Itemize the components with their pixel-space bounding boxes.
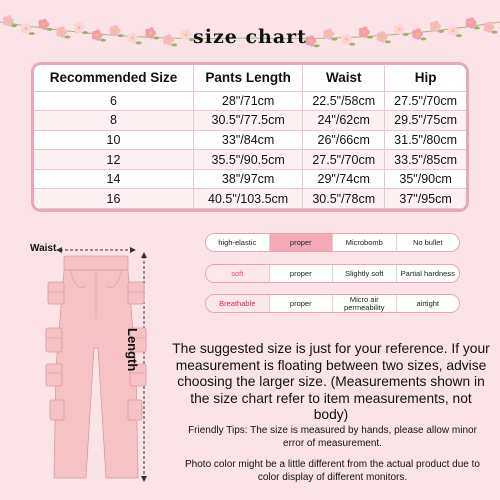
table-cell: 24"/62cm bbox=[303, 111, 385, 131]
waist-label: Waist bbox=[30, 243, 57, 254]
table-cell: 8 bbox=[34, 111, 193, 131]
feature-cell: proper bbox=[269, 265, 333, 282]
table-cell: 27.5"/70cm bbox=[303, 150, 385, 170]
table-cell: 35.5"/90.5cm bbox=[193, 150, 302, 170]
feature-row-breathability bbox=[205, 294, 460, 313]
feature-cell: soft bbox=[206, 265, 269, 282]
feature-cell: high-elastic bbox=[218, 237, 257, 247]
page-title: size chart bbox=[193, 26, 307, 48]
feature-cell: airtight bbox=[396, 295, 460, 312]
table-cell: 35"/90cm bbox=[385, 169, 466, 189]
table-cell: 14 bbox=[34, 169, 193, 189]
size-advice-note: The suggested size is just for your reference. If your measurement is floating between two sizes, advise choosing the larger size. (Measurements shown in the size chart refer to item measurements, not body) bbox=[172, 341, 490, 422]
table-cell: 6 bbox=[34, 91, 193, 111]
waist-arrow bbox=[56, 247, 136, 253]
feature-cell: Slightly soft bbox=[332, 265, 396, 282]
table-cell: 33"/84cm bbox=[193, 130, 302, 150]
table-cell: 12 bbox=[34, 150, 193, 170]
table-cell: 27.5"/70cm bbox=[385, 91, 466, 111]
table-cell: 38"/97cm bbox=[193, 169, 302, 189]
table-row bbox=[34, 189, 466, 209]
table-cell: 37"/95cm bbox=[385, 189, 466, 209]
table-row bbox=[34, 111, 466, 131]
feature-cell: proper bbox=[269, 295, 333, 312]
table-cell: 16 bbox=[34, 189, 193, 209]
table-row bbox=[34, 169, 466, 189]
feature-cell: Microbomb bbox=[332, 234, 396, 251]
table-row bbox=[34, 91, 466, 111]
column-header: Hip bbox=[385, 65, 466, 91]
column-header: Pants Length bbox=[193, 65, 302, 91]
friendly-tips-note: Friendly Tips: The size is measured by hands, please allow minor error of measurement. bbox=[188, 425, 477, 449]
column-header: Recommended Size bbox=[34, 65, 193, 91]
table-header-row bbox=[34, 65, 466, 91]
feature-cell: Partial hardness bbox=[396, 265, 460, 282]
feature-row-elastic bbox=[205, 233, 460, 252]
table-row bbox=[34, 150, 466, 170]
pants-illustration bbox=[20, 228, 180, 498]
color-disclaimer-note: Photo color might be a little different from the actual product due to color display of different monitors. bbox=[185, 459, 480, 483]
table-row bbox=[34, 130, 466, 150]
column-header: Waist bbox=[303, 65, 385, 91]
table-cell: 29"/74cm bbox=[303, 169, 385, 189]
table-cell: 40.5"/103.5cm bbox=[193, 189, 302, 209]
feature-row-softness bbox=[205, 264, 460, 283]
table-cell: 31.5"/80cm bbox=[385, 130, 466, 150]
table-cell: 29.5"/75cm bbox=[385, 111, 466, 131]
table-cell: 28"/71cm bbox=[193, 91, 302, 111]
table-cell: 22.5"/58cm bbox=[303, 91, 385, 111]
feature-cell: proper bbox=[269, 234, 333, 251]
table-cell: 26"/66cm bbox=[303, 130, 385, 150]
feature-cell: Breathable bbox=[206, 295, 269, 312]
table-cell: 10 bbox=[34, 130, 193, 150]
table-cell: 30.5"/77.5cm bbox=[193, 111, 302, 131]
size-table bbox=[31, 62, 469, 212]
table-cell: 33.5"/85cm bbox=[385, 150, 466, 170]
feature-cell: Micro air permeability bbox=[332, 295, 396, 312]
table-cell: 30.5"/78cm bbox=[303, 189, 385, 209]
length-label: Length bbox=[125, 328, 140, 372]
feature-cell: No bullet bbox=[396, 234, 460, 251]
